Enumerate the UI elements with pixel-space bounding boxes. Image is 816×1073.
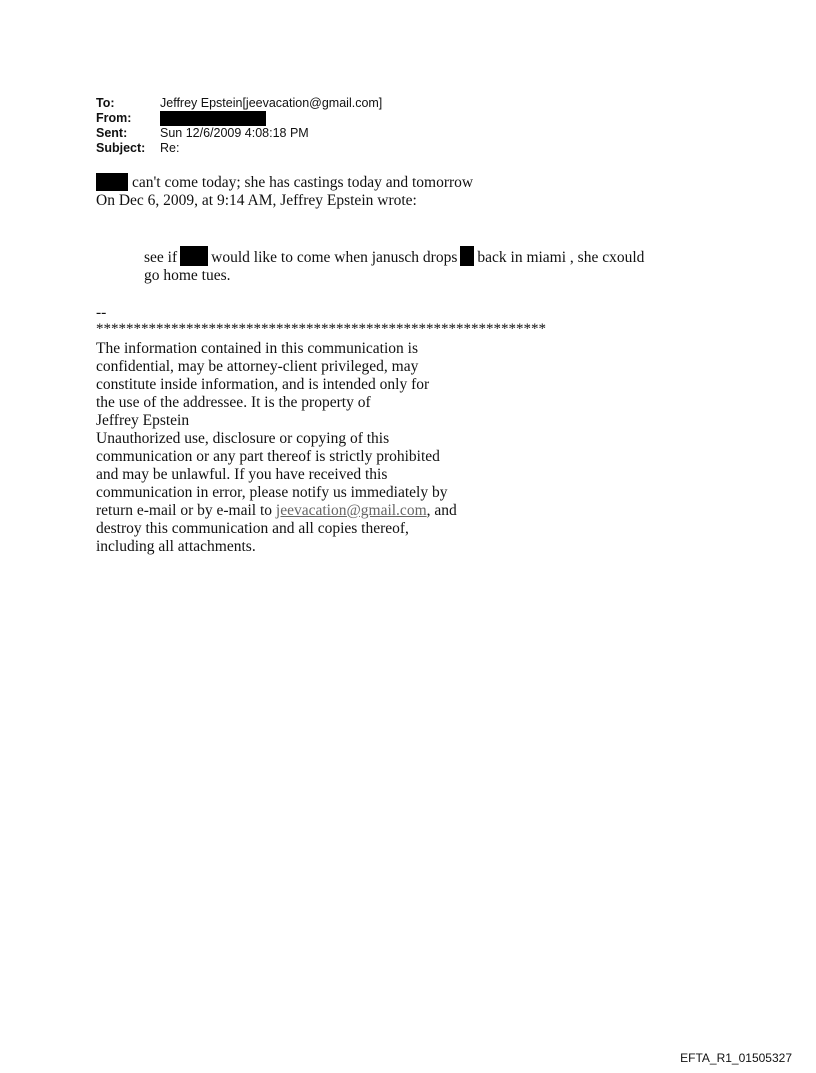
quoted-text: would like to come when janusch drops: [211, 249, 458, 266]
quoted-message: [144, 246, 704, 285]
redaction-box: [460, 246, 474, 266]
email-link[interactable]: jeevacation@gmail.com: [275, 502, 427, 519]
signature-separator: ************************************************************: [96, 321, 546, 337]
redaction-box: [96, 173, 128, 191]
disclaimer-text: , and: [426, 502, 457, 519]
quoted-line: [144, 246, 704, 267]
disclaimer-text: return e-mail or by e-mail to: [96, 502, 276, 519]
quoted-text: see if: [144, 249, 178, 266]
disclaimer-line: The information contained in this communication is: [96, 340, 418, 357]
disclaimer-line: Unauthorized use, disclosure or copying of this: [96, 430, 390, 447]
from-row: [96, 111, 382, 126]
from-label: From:: [96, 111, 132, 125]
disclaimer-line: and may be unlawful. If you have received this: [96, 466, 388, 483]
disclaimer-line: communication in error, please notify us immediately by: [96, 484, 448, 501]
disclaimer-line: destroy this communication and all copies thereof,: [96, 520, 409, 537]
signature-block: [96, 304, 546, 556]
confidentiality-disclaimer: [96, 340, 546, 556]
quoted-text: back in miami , she cxould: [477, 249, 645, 266]
to-value: Jeffrey Epstein[jeevacation@gmail.com]: [160, 96, 383, 110]
disclaimer-line: [96, 502, 546, 520]
sent-value: Sun 12/6/2009 4:08:18 PM: [160, 126, 309, 140]
disclaimer-line: the use of the addressee. It is the property of: [96, 394, 371, 411]
subject-row: [96, 141, 382, 156]
quote-attribution: On Dec 6, 2009, at 9:14 AM, Jeffrey Epstein wrote:: [96, 192, 417, 209]
message-line: [96, 173, 473, 192]
document-id: EFTA_R1_01505327: [680, 1051, 792, 1065]
sent-label: Sent:: [96, 126, 128, 140]
disclaimer-line: confidential, may be attorney-client privileged, may: [96, 358, 419, 375]
message-text: can't come today; she has castings today and tomorrow: [132, 174, 474, 191]
disclaimer-line: communication or any part thereof is strictly prohibited: [96, 448, 440, 465]
to-row: [96, 96, 382, 111]
redaction-box: [180, 246, 208, 266]
to-label: To:: [96, 96, 115, 110]
message-body: [96, 173, 473, 210]
disclaimer-line: including all attachments.: [96, 538, 256, 555]
email-header: [96, 96, 382, 156]
redaction-box: [160, 111, 266, 126]
signature-dashes: --: [96, 304, 107, 321]
subject-value: Re:: [160, 141, 180, 155]
disclaimer-line: constitute inside information, and is intended only for: [96, 376, 430, 393]
sent-row: [96, 126, 382, 141]
disclaimer-line: Jeffrey Epstein: [96, 412, 190, 429]
subject-label: Subject:: [96, 141, 146, 155]
quoted-line: go home tues.: [144, 267, 231, 284]
